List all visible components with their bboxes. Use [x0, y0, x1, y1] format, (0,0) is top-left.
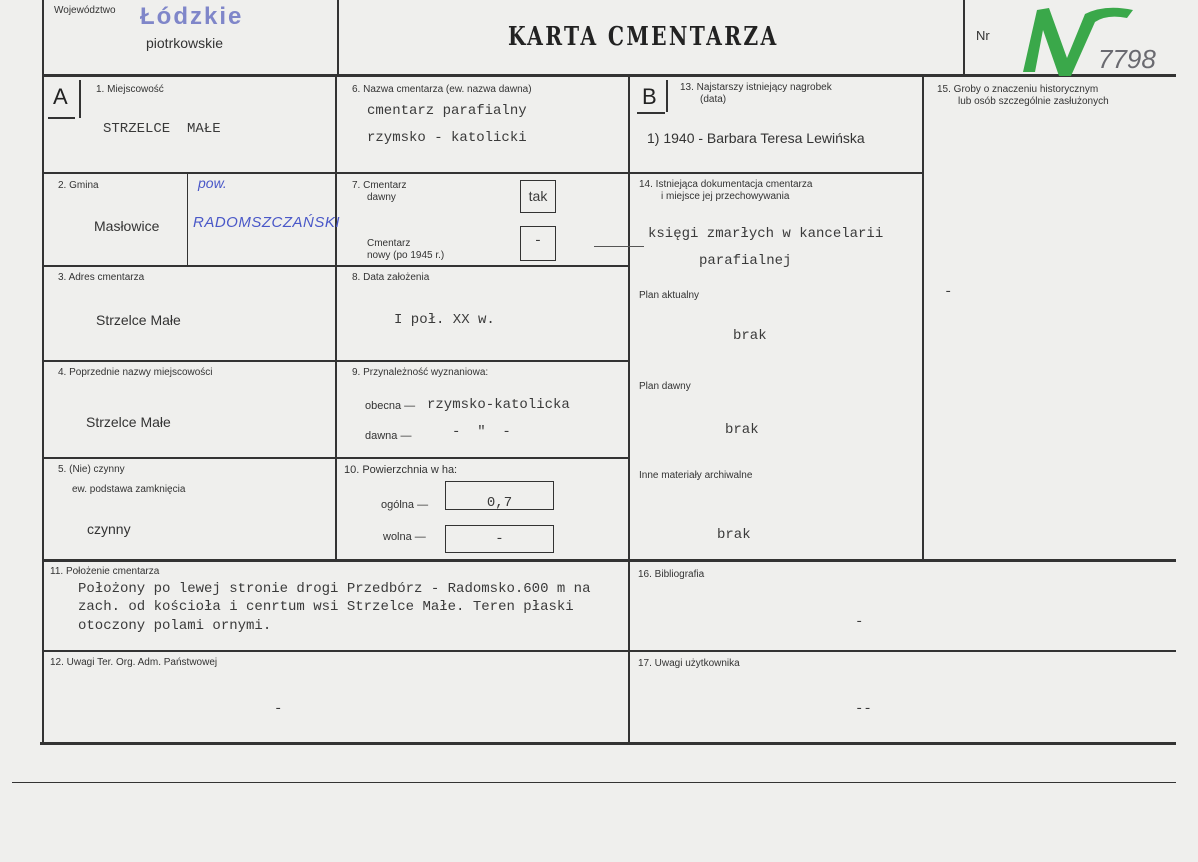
- f10-wolna-value: -: [495, 531, 504, 547]
- row-line-a2: [42, 265, 628, 267]
- f15-value: -: [944, 284, 953, 300]
- f9-dawna-label: dawna —: [365, 430, 412, 442]
- row-line-a1: [42, 172, 628, 174]
- f5-sublabel: ew. podstawa zamknięcia: [72, 484, 186, 495]
- f1-label: 1. Miejscowość: [96, 84, 164, 95]
- section-a-letter: A: [53, 84, 68, 109]
- f2-label: 2. Gmina: [58, 180, 99, 191]
- header-divider-left: [337, 0, 339, 75]
- col-divider-3: [922, 76, 924, 560]
- col-divider-1: [335, 76, 337, 560]
- section-b-underline: [637, 112, 665, 114]
- f11-line1: Położony po lewej stronie drogi Przedbórz - Radomsko.600 m na: [78, 581, 591, 597]
- f14-dash: [594, 246, 644, 247]
- f7-nowy-box: [520, 226, 556, 261]
- wojewodztwo-label: Województwo: [54, 5, 116, 16]
- f16-label: 16. Bibliografia: [638, 569, 705, 580]
- f13-value: 1) 1940 - Barbara Teresa Lewińska: [647, 130, 865, 146]
- f5-value: czynny: [87, 521, 131, 537]
- section-b-bar: [666, 80, 668, 112]
- section-a-underline: [48, 117, 75, 119]
- f9-obecna-label: obecna —: [365, 400, 416, 412]
- f7-nowy-a: Cmentarz: [367, 238, 411, 249]
- row-line-b1: [628, 172, 922, 174]
- header-bottom-line: [42, 74, 1176, 77]
- f15-label-a: 15. Groby o znaczeniu historycznym: [937, 84, 1099, 95]
- f3-label: 3. Adres cmentarza: [58, 272, 145, 283]
- f2-pow-name: RADOMSZCZAŃSKI: [193, 214, 341, 231]
- f1-value: STRZELCE MAŁE: [103, 121, 221, 137]
- row-line-bottom: [42, 650, 1176, 652]
- f10-ogolna-box: [445, 481, 554, 510]
- f6-line1: cmentarz parafialny: [367, 103, 527, 119]
- main-bottom-line: [42, 559, 1176, 562]
- f3-value: Strzelce Małe: [96, 312, 181, 328]
- f14-label-b: i miejsce jej przechowywania: [661, 191, 790, 202]
- f6-line2: rzymsko - katolicki: [367, 130, 527, 146]
- f11-line3: otoczony polami ornymi.: [78, 618, 272, 634]
- f2-value: Masłowice: [94, 218, 160, 234]
- card-lower-edge: [12, 782, 1176, 783]
- f7-label-b: dawny: [367, 192, 396, 203]
- wojewodztwo-stamp: Łódzkie: [140, 3, 244, 30]
- f4-label: 4. Poprzednie nazwy miejscowości: [58, 367, 213, 378]
- f13-label-b: (data): [700, 94, 727, 105]
- f7-label-a: 7. Cmentarz: [352, 180, 407, 191]
- gmina-divider: [187, 172, 188, 265]
- f17-value: --: [855, 701, 872, 717]
- f8-value: I poł. XX w.: [394, 312, 495, 328]
- nr-mark-letter: [1015, 0, 1016, 1]
- card-title: KARTA CMENTARZA: [508, 22, 779, 52]
- f9-obecna-value: rzymsko-katolicka: [427, 397, 570, 413]
- plan-aktualny-value: brak: [733, 328, 767, 344]
- f6-label: 6. Nazwa cmentarza (ew. nazwa dawna): [352, 84, 532, 95]
- row-line-a3: [42, 360, 628, 362]
- nr-label: Nr: [976, 28, 990, 43]
- plan-aktualny-label: Plan aktualny: [639, 290, 700, 301]
- outer-left-border: [42, 0, 44, 745]
- f7-nowy-value: -: [533, 233, 543, 249]
- f2-pow: pow.: [198, 175, 227, 191]
- plan-dawny-label: Plan dawny: [639, 381, 691, 392]
- inne-value: brak: [717, 527, 751, 543]
- section-a-bar: [79, 80, 81, 118]
- f14-line2: parafialnej: [699, 253, 792, 269]
- row-line-a4: [42, 457, 628, 459]
- f12-label: 12. Uwagi Ter. Org. Adm. Państwowej: [50, 657, 218, 668]
- f15-label-b: lub osób szczególnie zasłużonych: [958, 96, 1109, 107]
- f10-wolna-box: [445, 525, 554, 553]
- f7-dawny-value: tak: [528, 188, 548, 204]
- f16-value: -: [855, 614, 864, 630]
- f4-value: Strzelce Małe: [86, 414, 171, 430]
- f12-value: -: [274, 701, 283, 717]
- f11-line2: zach. od kościoła i cenrtum wsi Strzelce Małe. Teren płaski: [78, 599, 574, 615]
- f5-label: 5. (Nie) czynny: [58, 464, 125, 475]
- f7-dawny-box: [520, 180, 556, 213]
- wojewodztwo-typed: piotrkowskie: [146, 35, 224, 51]
- f9-label: 9. Przynależność wyznaniowa:: [352, 367, 489, 378]
- f10-ogolna-value: 0,7: [486, 495, 513, 511]
- inne-label: Inne materiały archiwalne: [639, 470, 753, 481]
- f7-nowy-b: nowy (po 1945 r.): [367, 250, 445, 261]
- f10-ogolna-label: ogólna —: [381, 499, 429, 511]
- f14-label-a: 14. Istniejąca dokumentacja cmentarza: [639, 179, 813, 190]
- card-bottom-line: [40, 742, 1176, 745]
- f10-label: 10. Powierzchnia w ha:: [344, 464, 458, 476]
- f17-label: 17. Uwagi użytkownika: [638, 658, 740, 669]
- section-b-letter: B: [642, 84, 657, 109]
- f8-label: 8. Data założenia: [352, 272, 430, 283]
- col-divider-2: [628, 76, 630, 744]
- f10-wolna-label: wolna —: [383, 531, 426, 543]
- f14-line1: księgi zmarłych w kancelarii: [648, 226, 884, 242]
- f11-label: 11. Położenie cmentarza: [50, 566, 160, 577]
- nr-value: 7798: [1098, 44, 1156, 74]
- f13-label-a: 13. Najstarszy istniejący nagrobek: [680, 82, 832, 93]
- f9-dawna-value: - " -: [452, 424, 511, 440]
- plan-dawny-value: brak: [725, 422, 759, 438]
- header-divider-right: [963, 0, 965, 75]
